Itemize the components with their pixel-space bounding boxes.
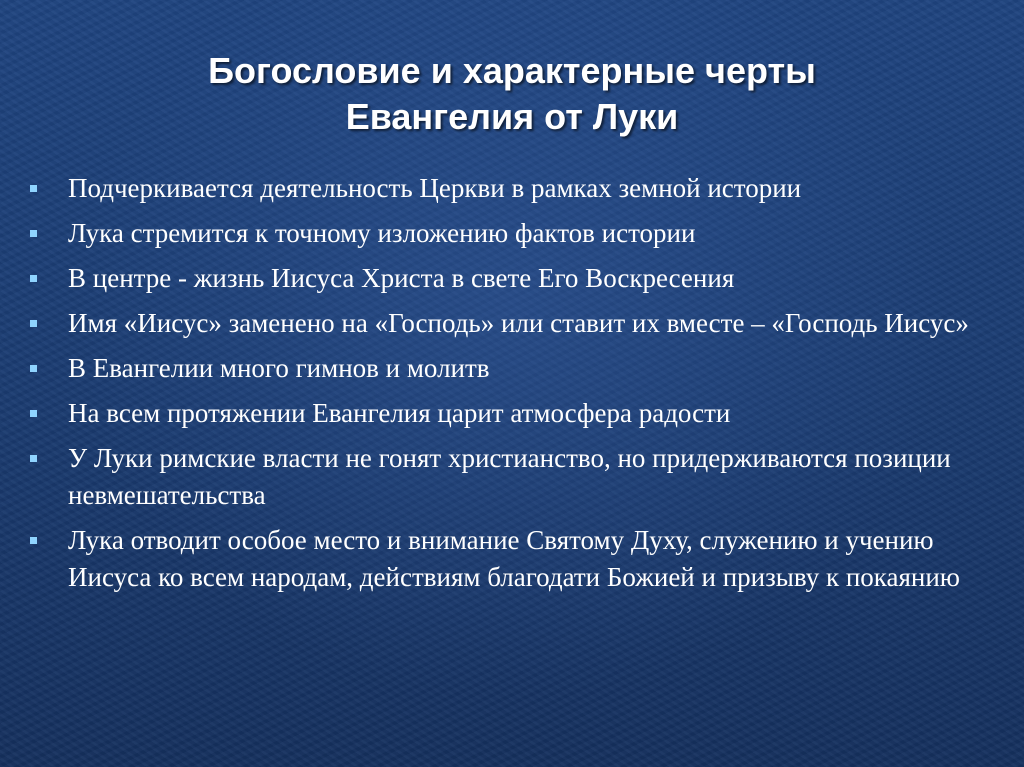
bullet-item (30, 395, 990, 432)
square-bullet-icon (30, 537, 37, 544)
bullet-item (30, 522, 990, 596)
bullet-item (30, 440, 990, 514)
bullet-text: Лука отводит особое место и внимание Святому Духу, служению и учению Иисуса ко всем народам, действиям благодати Божией и призыву к покаянию (68, 525, 960, 592)
square-bullet-icon (30, 185, 37, 192)
bullet-text: В Евангелии много гимнов и молитв (68, 353, 490, 383)
square-bullet-icon (30, 410, 37, 417)
bullet-list (30, 170, 990, 604)
bullet-text: Подчеркивается деятельность Церкви в рамках земной истории (68, 173, 802, 203)
square-bullet-icon (30, 275, 37, 282)
bullet-item (30, 215, 990, 252)
bullet-text: Имя «Иисус» заменено на «Господь» или ставит их вместе – «Господь Иисус» (68, 308, 969, 338)
bullet-text: В центре - жизнь Иисуса Христа в свете Его Воскресения (68, 263, 735, 293)
bullet-item (30, 350, 990, 387)
bullet-text: На всем протяжении Евангелия царит атмосфера радости (68, 398, 731, 428)
square-bullet-icon (30, 365, 37, 372)
bullet-text: У Луки римские власти не гонят христианство, но придерживаются позиции невмешательства (68, 443, 951, 510)
bullet-item (30, 260, 990, 297)
square-bullet-icon (30, 455, 37, 462)
slide-title (0, 48, 1024, 140)
bullet-item (30, 170, 990, 207)
bullet-item (30, 305, 990, 342)
square-bullet-icon (30, 230, 37, 237)
slide-title-line-2: Евангелия от Луки (345, 96, 679, 137)
square-bullet-icon (30, 320, 37, 327)
slide-title-line-1: Богословие и характерные черты (208, 50, 816, 91)
bullet-text: Лука стремится к точному изложению фактов истории (68, 218, 696, 248)
